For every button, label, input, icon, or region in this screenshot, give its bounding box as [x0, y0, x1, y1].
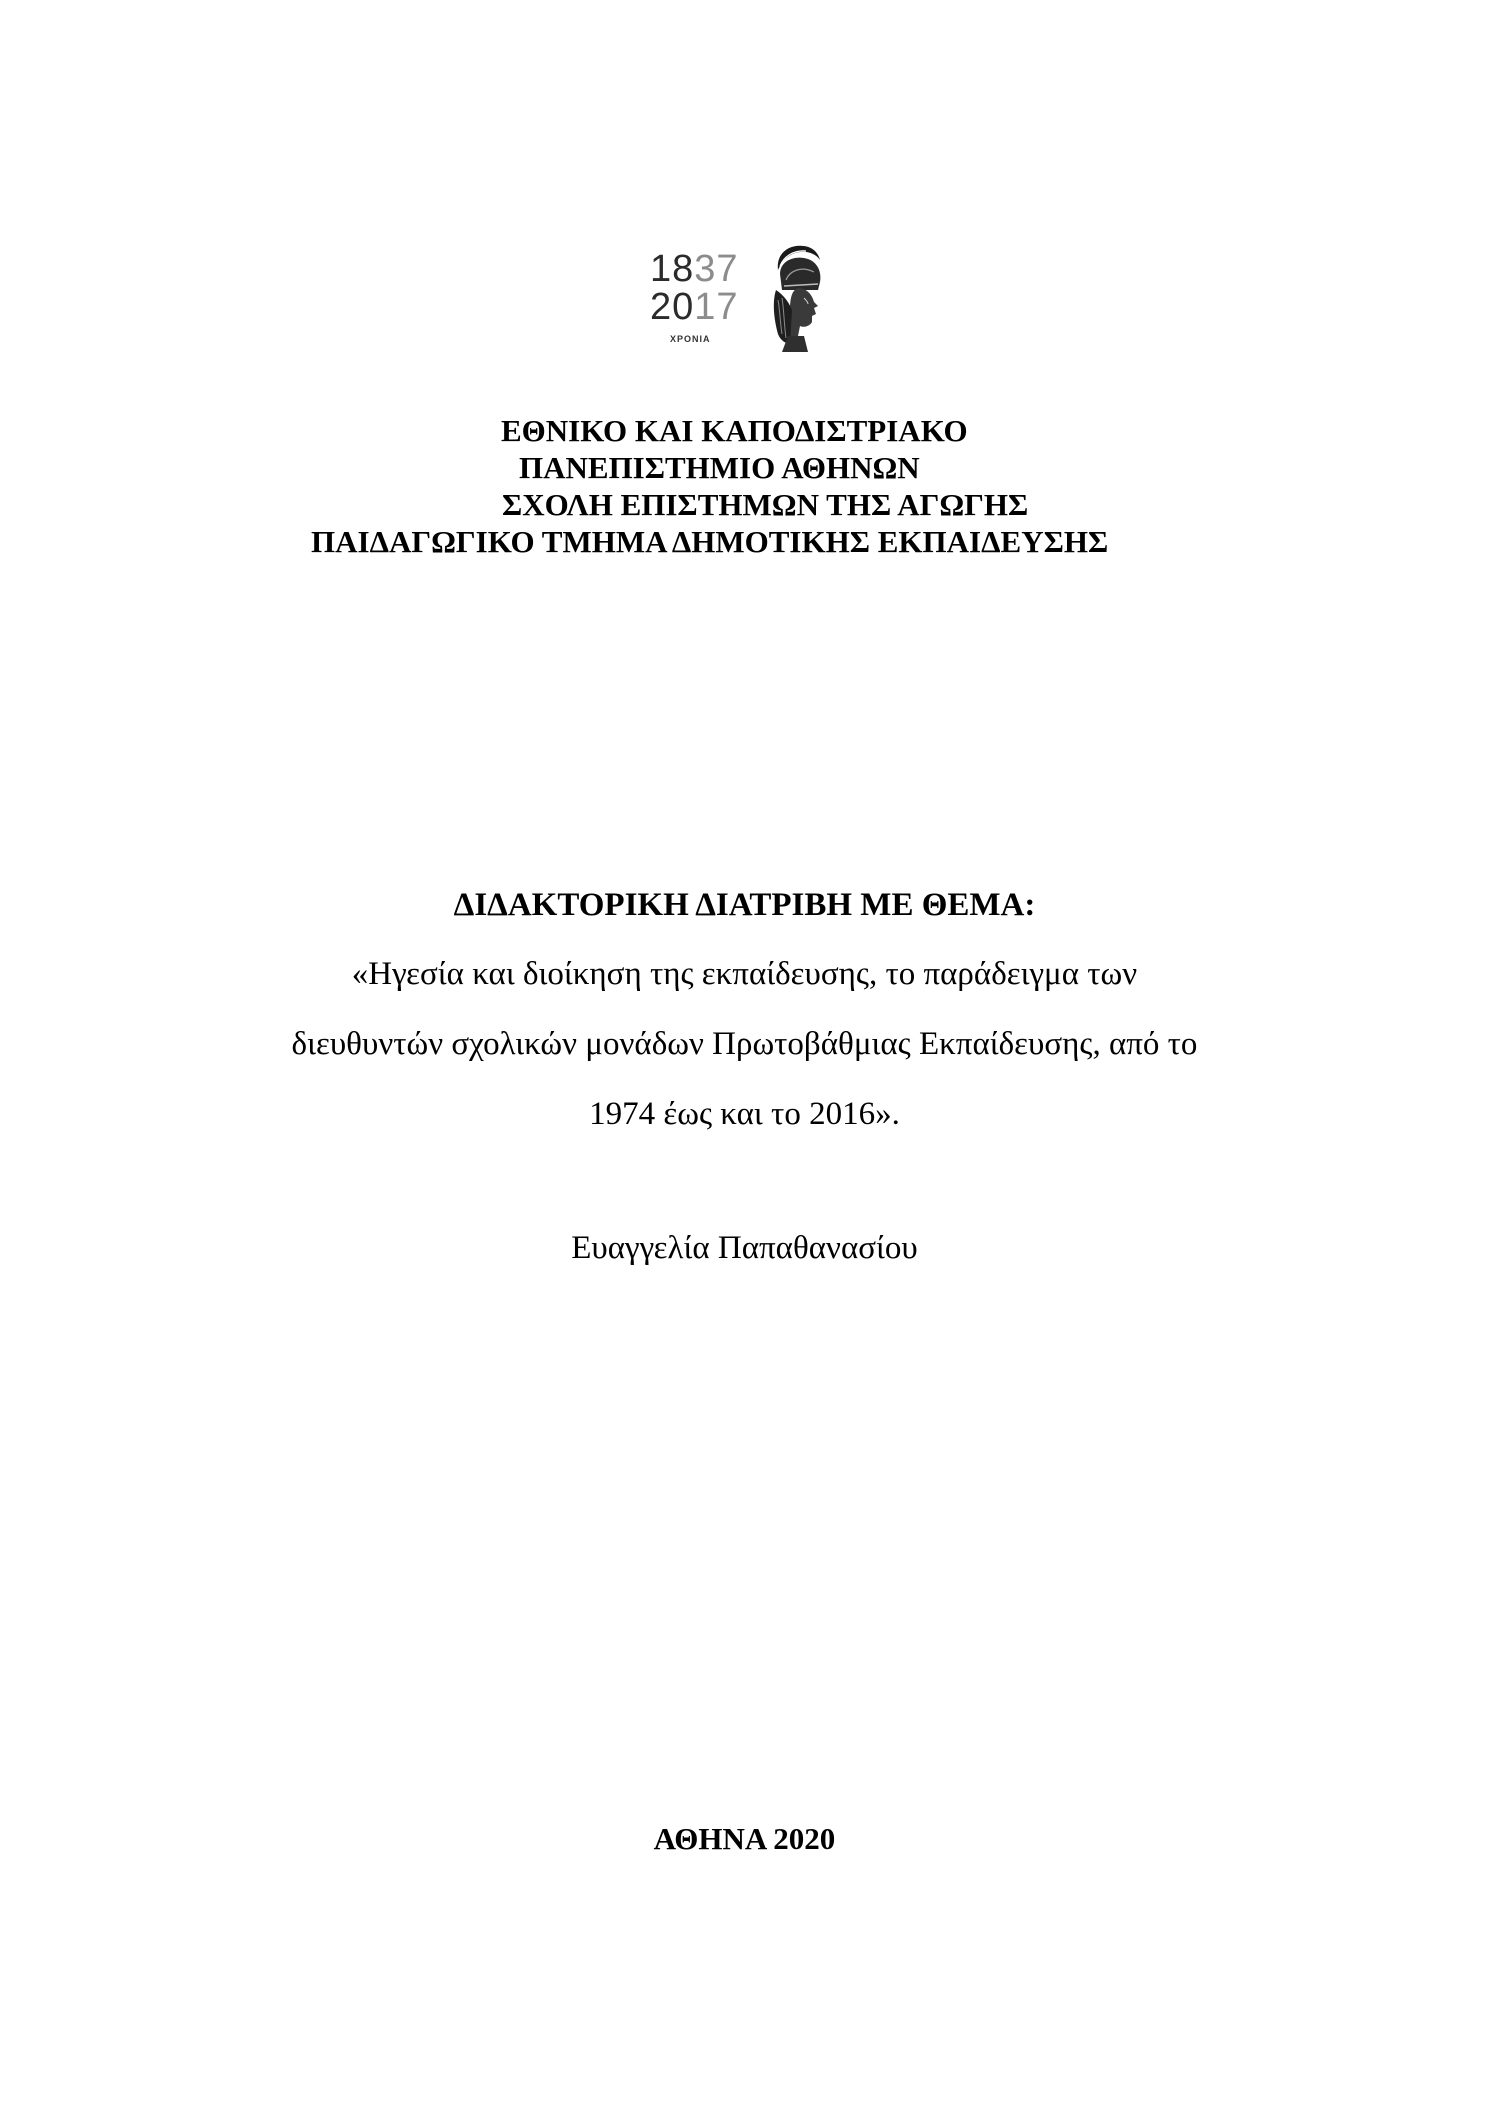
- university-logo: [648, 240, 843, 355]
- thesis-title-line-3: 1974 έως και το 2016».: [589, 1096, 900, 1132]
- year-end-light-digits: 17: [694, 286, 739, 328]
- thesis-title-line-2: διευθυντών σχολικών μονάδων Πρωτοβάθμιας Εκπαίδευσης, από το: [291, 1026, 1198, 1062]
- year-start-light-digits: 37: [694, 248, 739, 290]
- anniversary-end-year: [650, 288, 739, 326]
- anniversary-caption: ΧΡΟΝΙΑ: [670, 334, 711, 344]
- anniversary-start-year: [650, 250, 739, 288]
- author-name: Ευαγγελία Παπαθανασίου: [571, 1230, 918, 1266]
- thesis-title-line-1: «Ηγεσία και διοίκηση της εκπαίδευσης, το παράδειγμα των: [351, 956, 1138, 992]
- department-name: ΠΑΙΔΑΓΩΓΙΚΟ ΤΜΗΜΑ ΔΗΜΟΤΙΚΗΣ ΕΚΠΑΙΔΕΥΣΗΣ: [311, 524, 1109, 559]
- school-name: ΣΧΟΛΗ ΕΠΙΣΤΗΜΩΝ ΤΗΣ ΑΓΩΓΗΣ: [502, 487, 1029, 522]
- place-and-year: ΑΘΗΝΑ 2020: [653, 1821, 836, 1856]
- university-name-line-2: ΠΑΝΕΠΙΣΤΗΜΙΟ ΑΘΗΝΩΝ: [519, 450, 920, 485]
- university-name-line-1: ΕΘΝΙΚΟ ΚΑΙ ΚΑΠΟΔΙΣΤΡΙΑΚΟ: [501, 413, 968, 448]
- year-end-dark-digits: 20: [650, 286, 695, 328]
- anniversary-years-mark: [648, 246, 740, 350]
- year-start-dark-digits: 18: [650, 248, 695, 290]
- athena-head-emblem-icon: [760, 240, 834, 355]
- thesis-heading: ΔΙΔΑΚΤΟΡΙΚΗ ΔΙΑΤΡΙΒΗ ΜΕ ΘΕΜΑ:: [453, 887, 1036, 923]
